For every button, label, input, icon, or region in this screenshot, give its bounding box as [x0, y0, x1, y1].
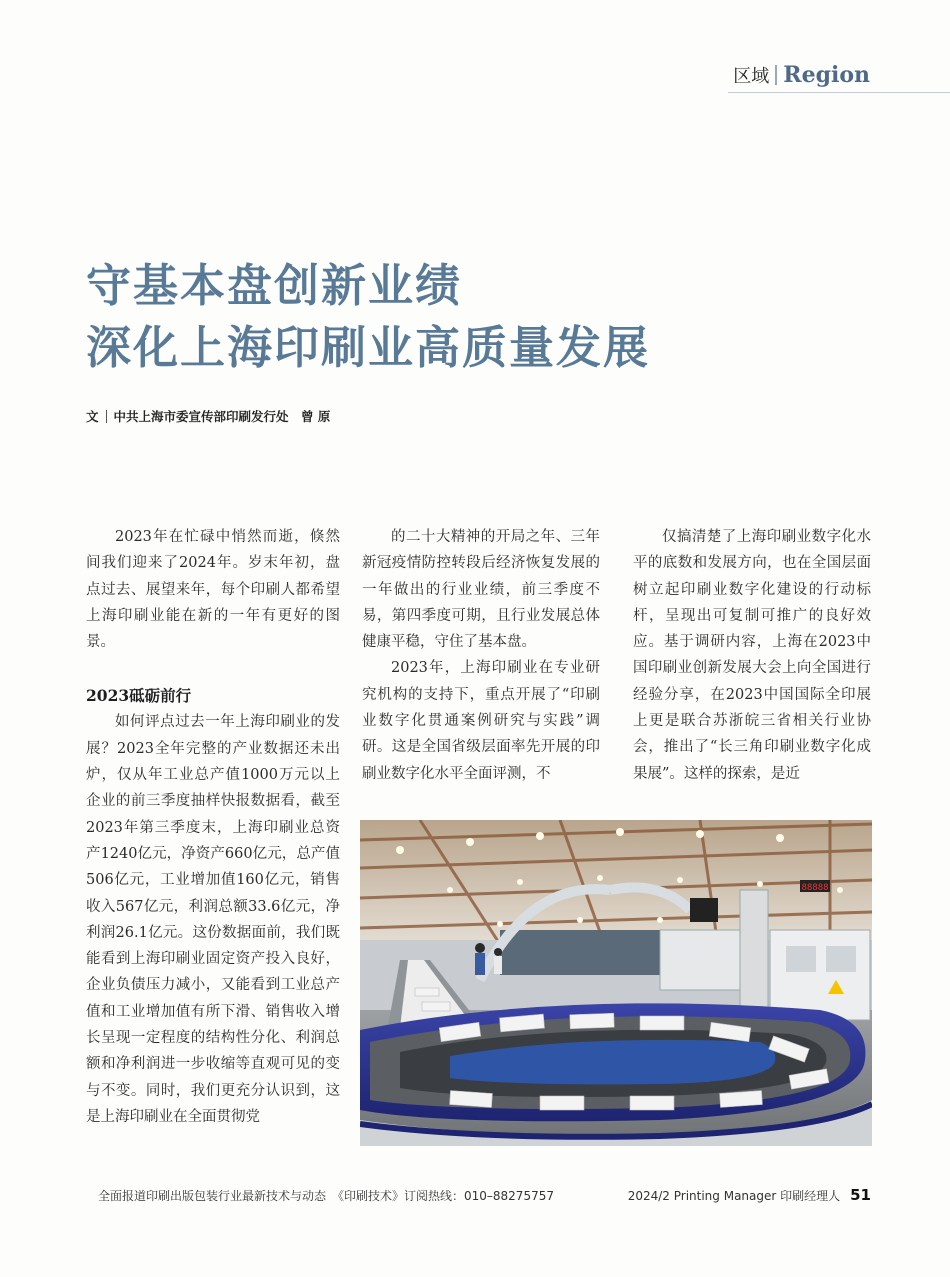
section-label-en: Region — [783, 62, 870, 88]
factory-conveyor-photo — [360, 820, 872, 1146]
article-title — [86, 255, 650, 379]
text-column-2 — [362, 524, 600, 787]
byline-author: 中共上海市委宣传部印刷发行处 曾 原 — [113, 409, 331, 424]
led-display: 88888 — [801, 883, 829, 893]
footer-issue: 2024/2 Printing Manager 印刷经理人 — [627, 1188, 841, 1203]
subheading: 2023砥砺前行 — [86, 686, 192, 706]
paragraph: 如何评点过去一年上海印刷业的发展？2023全年完整的产业数据还未出炉，仅从年工业总产值1000万元以上企业的前三季度抽样快报数据看，截至2023年第三季度末，上海印刷业总资产1240亿元，净资产660亿元，总产值506亿元，工业增加值160亿元，销售收入567亿元，利润总额33.6亿元，净利润26.1亿元。这份数据面前，我们既能看到上海印刷业固定资产投入良好，企业负债压力减小，又能看到工业总产值和工业增加值有所下滑、销售收入增长呈现一定程度的结构性分化、利润总额和净利润进一步收缩等直观可见的变与不变。同时，我们更充分认识到，这是上海印刷业在全面贯彻党 — [86, 714, 340, 1125]
text-column-1 — [86, 524, 340, 1130]
footer-right — [628, 1186, 871, 1204]
byline-divider — [106, 410, 107, 423]
paragraph: 2023年在忙碌中悄然而逝，倏然间我们迎来了2024年。岁末年初，盘点过去、展望来年，每个印刷人都希望上海印刷业能在新的一年有更好的图景。 — [86, 529, 340, 651]
paragraph: 的二十大精神的开局之年、三年新冠疫情防控转段后经济恢复发展的一年做出的行业业绩，前三季度不易，第四季度可期，且行业发展总体健康平稳，守住了基本盘。 — [362, 529, 600, 651]
paragraph: 2023年，上海印刷业在专业研究机构的支持下，重点开展了“印刷业数字化贯通案例研究与实践”调研。这是全国省级层面率先开展的印刷业数字化水平全面评测，不 — [362, 660, 600, 782]
text-column-3 — [633, 524, 871, 787]
paragraph: 仅搞清楚了上海印刷业数字化水平的底数和发展方向，也在全国层面树立起印刷业数字化建设的行动标杆，呈现出可复制可推广的良好效应。基于调研内容，上海在2023中国印刷业创新发展大会上向全国进行经验分享，在2023中国国际全印展上更是联合苏浙皖三省相关行业协会，推出了“长三角印刷业数字化成果展”。这样的探索，是近 — [633, 529, 871, 782]
section-header — [733, 62, 870, 88]
factory-illustration — [360, 820, 872, 1146]
section-label-cn: 区域 — [733, 66, 770, 87]
title-line-1: 守基本盘创新业绩 — [86, 259, 463, 312]
byline-prefix: 文 — [86, 409, 99, 424]
byline — [86, 407, 330, 425]
section-divider — [775, 65, 777, 85]
header-rule — [728, 92, 950, 93]
page-footer — [98, 1186, 871, 1204]
page-number: 51 — [850, 1186, 871, 1204]
footer-promo: 全面报道印刷出版包装行业最新技术与动态 《印刷技术》订阅热线：010–88275757 — [98, 1188, 554, 1203]
title-line-2: 深化上海印刷业高质量发展 — [86, 321, 651, 374]
